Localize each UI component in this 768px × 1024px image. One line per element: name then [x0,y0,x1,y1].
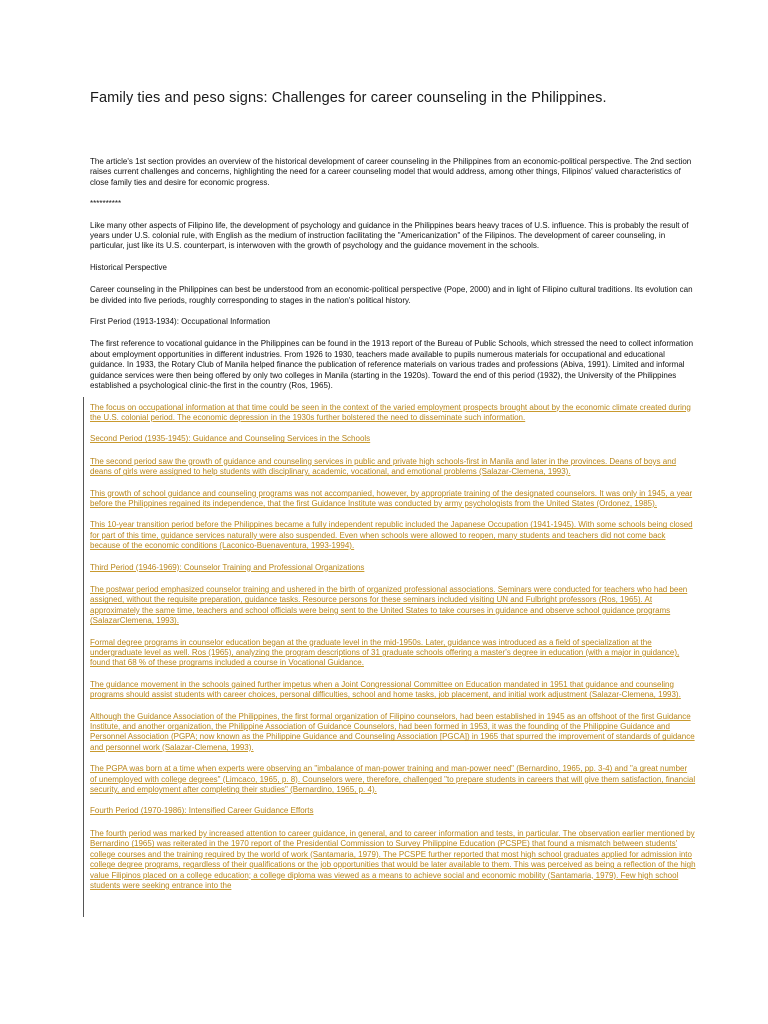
change-bar [83,397,84,917]
section-heading-historical: Historical Perspective [90,262,167,272]
section-heading-third-period: Third Period (1946-1969): Counselor Training and Professional Organizations [90,562,365,572]
tracked-paragraph: The postwar period emphasized counselor training and ushered in the birth of organized professional associations. Seminars were conducted for teachers who had been assigned, without the requisite preparation, guidance tasks. Resource persons for these seminars included visiting UN and Fulbright professors (Ros, 1965). At approximately the same time, teachers and school officials were being sent to the United States to take courses in guidance and observe school guidance programs (SalazarClemena, 1993). [90,584,688,626]
paragraph: Career counseling in the Philippines can best be understood from an economic-political perspective (Pope, 2000) and in light of Filipino cultural traditions. Its evolution can be divided into five periods, roughly corresponding to stages in the nation's political history. [90,285,693,305]
section-heading-first-period: First Period (1913-1934): Occupational Information [90,317,271,327]
tracked-paragraph: This 10-year transition period before the Philippines became a fully independent republic included the Japanese Occupation (1941-1945). With some schools being closed for part of this time, guidance services naturally were also suspended. Even when schools were allowed to reopen, many students and teachers did not come back because of the economic conditions (Laconico-Buenaventura, 1993-1994). [90,520,693,551]
tracked-paragraph: The PGPA was born at a time when experts were observing an "imbalance of man-power training and man-power need" (Bernardino, 1965, pp. 3-4) and "a great number of unemployed with college degrees" (Limcaco, 1965, p. 8). Counselors were, therefore, challenged "to prepare students in careers that will give them satisfaction, financial security, and employment after completing their studies" (Bernardino, 1965, p. 4). [90,764,696,795]
paragraph: The first reference to vocational guidance in the Philippines can be found in the 1913 report of the Bureau of Public Schools, which stressed the need to collect information about employment opportunities in different industries. From 1926 to 1930, teachers made available to pupils numerous materials for occupational and educational guidance. In 1933, the Rotary Club of Manila helped finance the publication of reference materials on various trades and professions (Abiva, 1991). Limited and informal guidance services were then being offered by only two colleges in Manila (starting in the 1920s). Toward the end of this period (1932), the University of the Philippines established a psychological clinic-the first in the country (Ros, 1965). [90,339,694,391]
tracked-paragraph: The guidance movement in the schools gained further impetus when a Joint Congressional Committee on Education mandated in 1951 that guidance and counseling programs should assist students with career choices, personal difficulties, school and home tasks, job placement, and initial work adjustment (Salazar-Clemena, 1993). [90,679,681,700]
tracked-paragraph: The focus on occupational information at that time could be seen in the context of the varied employment prospects brought about by the economic climate created during the U.S. colonial period. The economic depression in the 1930s further bolstered the need to disseminate such information. [90,402,691,422]
plain-section [90,157,696,392]
section-heading-fourth-period: Fourth Period (1970-1986): Intensified Career Guidance Efforts [90,806,314,816]
tracked-changes-section [90,403,696,892]
separator-asterisks: ********** [90,199,122,209]
tracked-paragraph: Formal degree programs in counselor education began at the graduate level in the mid-1950s. Later, guidance was introduced as a field of specialization at the undergraduate level as well. Ros (1965), analyzing the program descriptions of 31 graduate schools offering a master's degree in education (with a major in guidance), found that 68 % of these programs included a course in Vocational Guidance. [90,637,680,668]
abstract-paragraph: The article's 1st section provides an overview of the historical development of career counseling in the Philippines from an economic-political perspective. The 2nd section raises current challenges and concerns, highlighting the need for a career counseling model that would address, among other things, Filipinos' valued characteristics of close family ties and desire for economic progress. [90,157,692,187]
intro-paragraph: Like many other aspects of Filipino life, the development of psychology and guidance in the Philippines bears heavy traces of U.S. influence. This is probably the result of years under U.S. colonial rule, with English as the medium of instruction facilitating the "Americanization" of the Filipinos. The development of career counseling, in particular, just like its U.S. counterpart, is interwoven with the growth of psychology and the guidance movement in the schools. [90,220,689,251]
tracked-paragraph: This growth of school guidance and counseling programs was not accompanied, however, by appropriate training of the designated counselors. It was only in 1945, a year before the Philippines regained its independence, that the first Guidance Institute was conducted by army psychologists from the United States (Ordonez, 1985). [90,488,693,508]
tracked-paragraph: The second period saw the growth of guidance and counseling services in public and private high schools-first in Manila and later in the provinces. Deans of boys and deans of girls were assigned to help students with disciplinary, academic, vocational, and emotional problems (Salazar-Clemena, 1993). [90,456,677,477]
tracked-paragraph: The fourth period was marked by increased attention to career guidance, in general, and to career information and tests, in particular. The observation earlier mentioned by Bernardino (1965) was reiterated in the 1970 report of the Presidential Commission to Survey Philippine Education (PCSPE) that found a mismatch between students' college courses and the training required by the world of work (Santamaria, 1979). The PCSPE further reported that most high school graduates applied for admission into college degree programs, regardless of their qualifications or the job opportunities that would be later available to them. This was perceived as being a reflection of the high value Filipinos placed on a college education; a college diploma was viewed as a means to achieve social and economic mobility (Santamaria, 1979). Few high school students were seeking entrance into the [90,828,696,890]
tracked-paragraph: Although the Guidance Association of the Philippines, the first formal organization of Filipino counselors, had been established in 1945 as an offshoot of the first Guidance Institute, and another organization, the Philippine Association of Guidance Counselors, had been formed in 1953, it was the founding of the Philippine Guidance and Personnel Association (PGPA; now known as the Philippine Guidance and Counseling Association [PGCA]) in 1965 that spurred the improvement of standards of guidance and personnel work (Salazar-Clemena, 1993). [90,711,695,752]
section-heading-second-period: Second Period (1935-1945): Guidance and Counseling Services in the Schools [90,434,371,444]
document-title: Family ties and peso signs: Challenges for career counseling in the Philippines. [90,90,607,106]
